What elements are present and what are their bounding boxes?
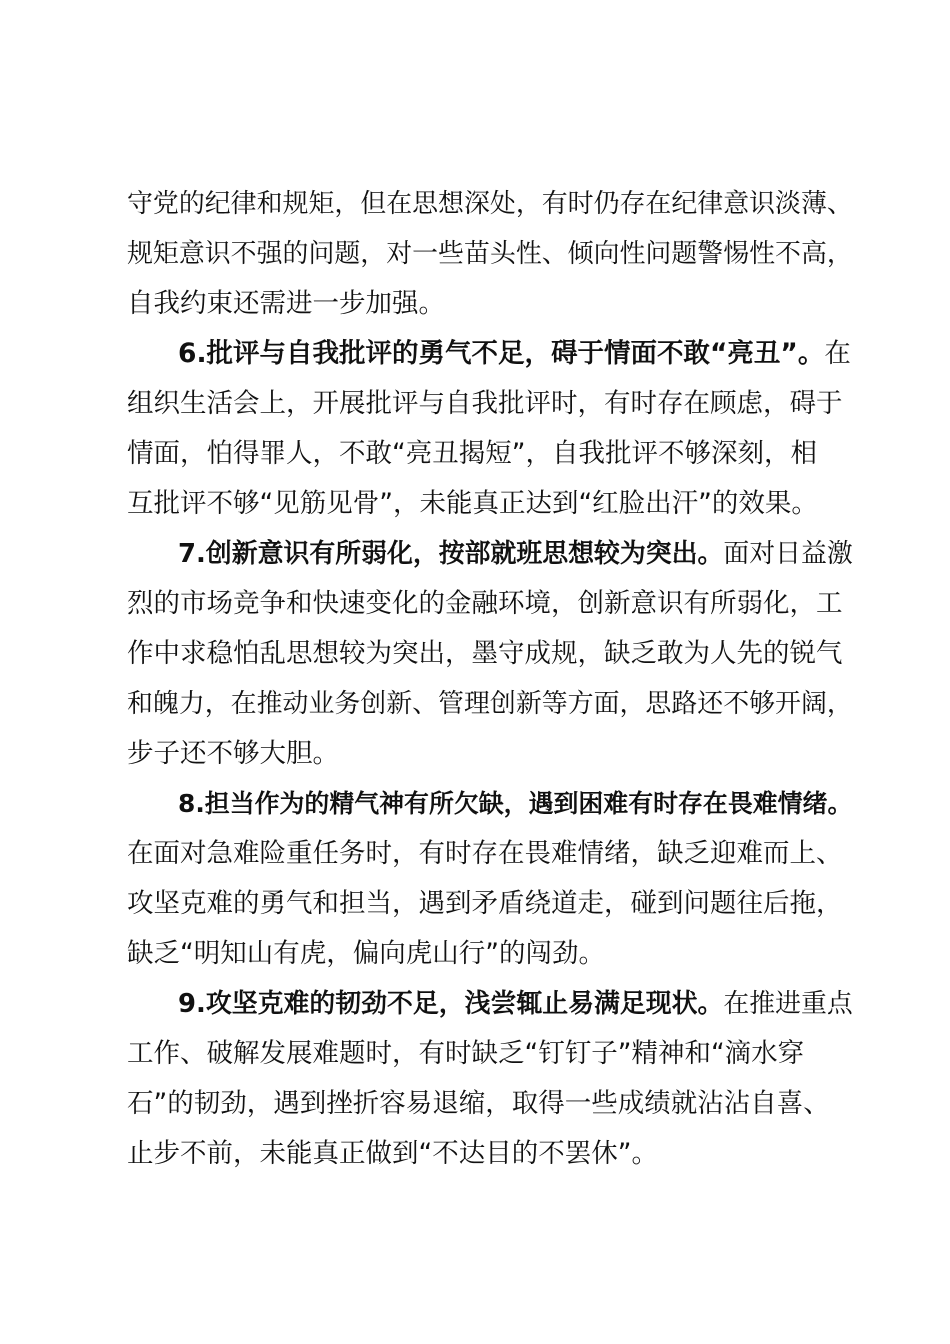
item-9-first-line — [178, 984, 853, 1024]
paragraph-line: 守党的纪律和规矩，但在思想深处，有时仍存在纪律意识淡薄、 — [127, 189, 853, 219]
item-9-lead: 在推进重点 — [723, 989, 853, 1019]
paragraph-line: 互批评不够“见筋见骨”，未能真正达到“红脸出汗”的效果。 — [127, 488, 818, 519]
paragraph-line: 止步不前，未能真正做到“不达目的不罢休”。 — [127, 1138, 658, 1169]
paragraph-line: 烈的市场竞争和快速变化的金融环境，创新意识有所弱化，工 — [127, 588, 843, 619]
paragraph-line: 作中求稳怕乱思想较为突出，墨守成规，缺乏敢为人先的锐气 — [127, 638, 843, 669]
item-8-heading: 8.担当作为的精气神有所欠缺，遇到困难有时存在畏难情绪。 — [178, 789, 853, 818]
paragraph-line: 在面对急难险重任务时，有时存在畏难情绪，缺乏迎难而上、 — [127, 838, 843, 869]
paragraph-line: 组织生活会上，开展批评与自我批评时，有时存在顾虑，碍于 — [127, 388, 843, 419]
paragraph-line: 石”的韧劲，遇到挫折容易退缩，取得一些成绩就沾沾自喜、 — [127, 1088, 830, 1119]
item-6-lead: 在 — [824, 338, 851, 369]
paragraph-line: 规矩意识不强的问题，对一些苗头性、倾向性问题警惕性不高， — [127, 239, 853, 269]
paragraph-line: 工作、破解发展难题时，有时缺乏“钉钉子”精神和“滴水穿 — [127, 1038, 805, 1069]
paragraph-line: 和魄力，在推动业务创新、管理创新等方面，思路还不够开阔， — [127, 689, 853, 719]
paragraph-line: 自我约束还需进一步加强。 — [127, 288, 445, 319]
item-8-first-line — [178, 784, 852, 824]
paragraph-line: 攻坚克难的勇气和担当，遇到矛盾绕道走，碰到问题往后拖， — [127, 888, 843, 919]
item-7-lead: 面对日益激 — [723, 539, 853, 569]
paragraph-line: 情面，怕得罪人，不敢“亮丑揭短”，自我批评不够深刻，相 — [127, 438, 817, 469]
item-7-heading: 7.创新意识有所弱化，按部就班思想较为突出。 — [178, 539, 724, 569]
item-6-first-line — [178, 334, 851, 374]
item-6-heading: 6.批评与自我批评的勇气不足，碍于情面不敢“亮丑”。 — [178, 338, 825, 369]
paragraph-line: 缺乏“明知山有虎，偏向虎山行”的闯劲。 — [127, 938, 605, 969]
item-7-first-line — [178, 534, 853, 574]
paragraph-line: 步子还不够大胆。 — [127, 738, 339, 769]
item-9-heading: 9.攻坚克难的韧劲不足，浅尝辄止易满足现状。 — [178, 989, 724, 1019]
